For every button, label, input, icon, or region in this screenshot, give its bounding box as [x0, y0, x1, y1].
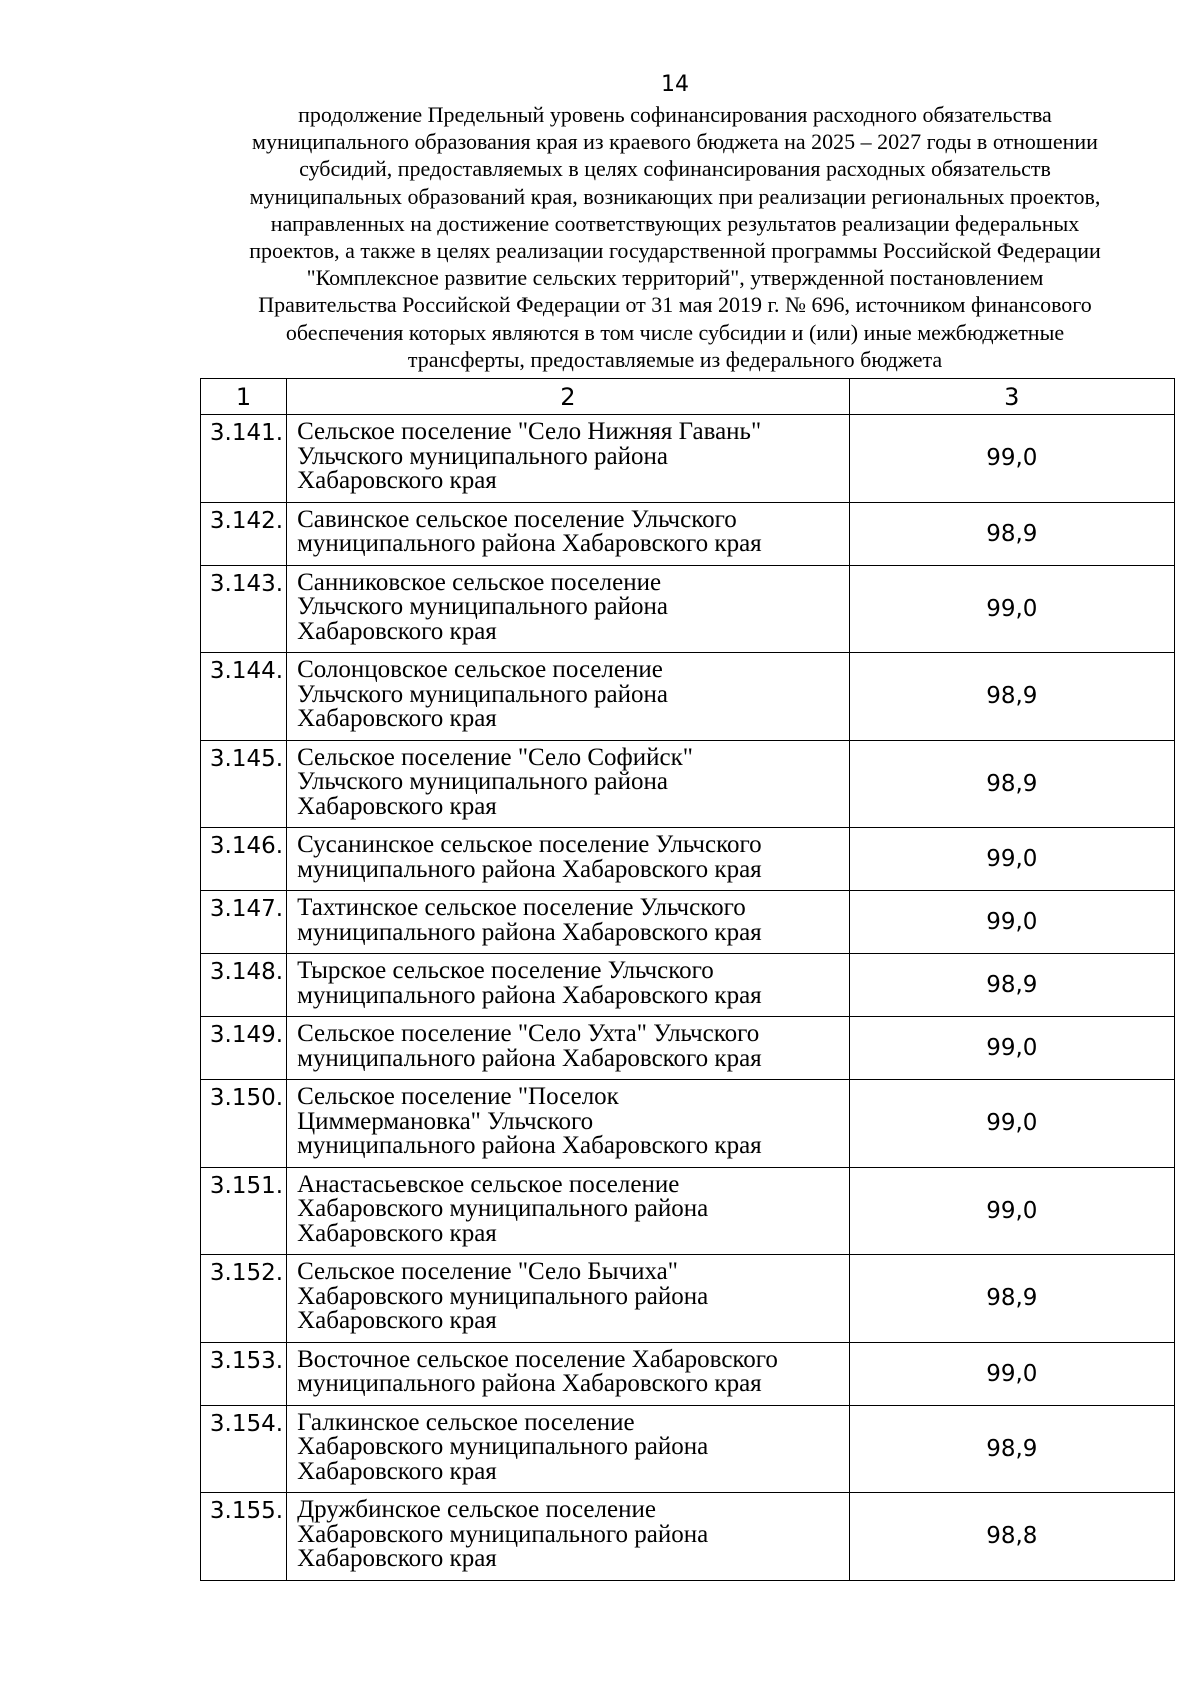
municipality-name-line: Ульчского муниципального района	[297, 593, 668, 620]
municipality-name	[287, 1493, 850, 1581]
municipality-name-line: Сельское поселение "Поселок	[297, 1083, 619, 1110]
municipality-name-line: Хабаровского края	[297, 1457, 497, 1485]
heading-line: обеспечения которых являются в том числе субсидии и (или) иные межбюджетные	[285, 319, 1065, 345]
municipality-name	[287, 740, 850, 828]
municipality-name-line: Хабаровского муниципального района	[297, 1282, 709, 1310]
row-number: 3.151.	[201, 1167, 287, 1255]
cofinancing-table	[200, 378, 1175, 1581]
heading-line: муниципальных образований края, возникающих при реализации региональных проектов,	[249, 183, 1101, 209]
table-row	[201, 740, 1175, 828]
table-row	[201, 1342, 1175, 1405]
table-row	[201, 1493, 1175, 1581]
municipality-name-line: Хабаровского края	[297, 1307, 497, 1334]
cofinancing-level: 98,9	[849, 502, 1174, 565]
municipality-name-line: Восточное сельское поселение Хабаровского	[297, 1345, 778, 1373]
municipality-name-line: Солонцовское сельское поселение	[297, 656, 663, 683]
heading-line: продолжение Предельный уровень софинансирования расходного обязательства	[298, 102, 1052, 127]
heading-line: проектов, а также в целях реализации государственной программы Российской Федерации	[249, 238, 1101, 264]
municipality-name-line: Сельское поселение "Село Бычиха"	[297, 1258, 678, 1285]
municipality-name-line: Циммермановка" Ульчского	[297, 1107, 594, 1135]
column-header-name: 2	[287, 379, 850, 415]
page-number: 14	[661, 72, 689, 97]
row-number: 3.152.	[201, 1255, 287, 1343]
municipality-name	[287, 828, 850, 891]
heading-line: Правительства Российской Федерации от 31 мая 2019 г. № 696, источником финансового	[258, 292, 1092, 318]
table-row	[201, 502, 1175, 565]
table-body	[201, 415, 1175, 1581]
municipality-name-line: муниципального района Хабаровского края	[297, 981, 762, 1009]
cofinancing-level: 99,0	[849, 1017, 1174, 1080]
municipality-name	[287, 891, 850, 954]
table-row	[201, 1017, 1175, 1080]
municipality-name	[287, 1255, 850, 1343]
table-row	[201, 828, 1175, 891]
cofinancing-level: 98,9	[849, 954, 1174, 1017]
row-number: 3.153.	[201, 1342, 287, 1405]
municipality-name	[287, 1167, 850, 1255]
cofinancing-level: 98,8	[849, 1493, 1174, 1581]
document-heading	[190, 101, 1160, 373]
municipality-name-line: Сусанинское сельское поселение Ульчского	[297, 831, 762, 858]
municipality-name-line: Хабаровского муниципального района	[297, 1520, 709, 1548]
cofinancing-level: 99,0	[849, 565, 1174, 653]
heading-line: направленных на достижение соответствующих результатов реализации федеральных	[270, 210, 1080, 236]
municipality-name-line: Анастасьевское сельское поселение	[297, 1170, 680, 1198]
municipality-name-line: Ульчского муниципального района	[297, 442, 668, 470]
row-number: 3.142.	[201, 502, 287, 565]
municipality-name	[287, 954, 850, 1017]
municipality-name-line: Санниковское сельское поселение	[297, 568, 662, 596]
cofinancing-level: 98,9	[849, 1255, 1174, 1343]
municipality-name-line: Хабаровского края	[297, 1545, 497, 1572]
municipality-name-line: Галкинское сельское поселение	[297, 1408, 635, 1436]
table-header-row	[201, 379, 1175, 415]
row-number: 3.141.	[201, 415, 287, 503]
row-number: 3.148.	[201, 954, 287, 1017]
column-header-number: 1	[201, 379, 287, 415]
cofinancing-level: 98,9	[849, 740, 1174, 828]
municipality-name-line: Сельское поселение "Село Софийск"	[297, 743, 693, 771]
municipality-name-line: Хабаровского края	[297, 617, 497, 645]
municipality-name-line: муниципального района Хабаровского края	[297, 1132, 762, 1159]
table-row	[201, 565, 1175, 653]
cofinancing-level: 99,0	[849, 828, 1174, 891]
cofinancing-level: 99,0	[849, 891, 1174, 954]
municipality-name-line: Хабаровского края	[297, 792, 497, 820]
municipality-name	[287, 1080, 850, 1168]
municipality-name-line: муниципального района Хабаровского края	[297, 855, 762, 883]
cofinancing-level: 98,9	[849, 653, 1174, 741]
table-row	[201, 1405, 1175, 1493]
row-number: 3.144.	[201, 653, 287, 741]
row-number: 3.149.	[201, 1017, 287, 1080]
municipality-name-line: Тырское сельское поселение Ульчского	[297, 957, 714, 984]
heading-line: муниципального образования края из краевого бюджета на 2025 – 2027 годы в отношении	[252, 129, 1098, 155]
heading-line: трансферты, предоставляемые из федерального бюджета	[407, 346, 943, 372]
municipality-name-line: Хабаровского муниципального района	[297, 1433, 709, 1460]
row-number: 3.147.	[201, 891, 287, 954]
municipality-name-line: муниципального района Хабаровского края	[297, 1370, 762, 1397]
table-row	[201, 415, 1175, 503]
heading-line: "Комплексное развитие сельских территорий", утвержденной постановлением	[306, 265, 1044, 291]
municipality-name	[287, 1405, 850, 1493]
municipality-name	[287, 653, 850, 741]
municipality-name-line: Тахтинское сельское поселение Ульчского	[297, 894, 746, 921]
row-number: 3.154.	[201, 1405, 287, 1493]
municipality-name-line: Дружбинское сельское поселение	[297, 1496, 656, 1523]
municipality-name-line: Хабаровского края	[297, 705, 497, 732]
municipality-name-line: Ульчского муниципального района	[297, 680, 668, 708]
table-row	[201, 891, 1175, 954]
row-number: 3.155.	[201, 1493, 287, 1581]
municipality-name-line: Хабаровского края	[297, 467, 497, 494]
municipality-name	[287, 565, 850, 653]
municipality-name-line: муниципального района Хабаровского края	[297, 1044, 762, 1072]
municipality-name-line: Хабаровского муниципального района	[297, 1195, 709, 1222]
municipality-name-line: муниципального района Хабаровского края	[297, 918, 762, 946]
municipality-name	[287, 1017, 850, 1080]
cofinancing-level: 99,0	[849, 1167, 1174, 1255]
cofinancing-level: 99,0	[849, 1080, 1174, 1168]
municipality-name	[287, 415, 850, 503]
row-number: 3.145.	[201, 740, 287, 828]
municipality-name	[287, 1342, 850, 1405]
municipality-name	[287, 502, 850, 565]
municipality-name-line: Савинское сельское поселение Ульчского	[297, 505, 737, 533]
row-number: 3.143.	[201, 565, 287, 653]
row-number: 3.150.	[201, 1080, 287, 1168]
municipality-name-line: Сельское поселение "Село Нижняя Гавань"	[297, 418, 762, 445]
heading-line: субсидий, предоставляемых в целях софинансирования расходных обязательств	[299, 156, 1051, 182]
table-row	[201, 1080, 1175, 1168]
row-number: 3.146.	[201, 828, 287, 891]
municipality-name-line: Сельское поселение "Село Ухта" Ульчского	[297, 1020, 760, 1047]
cofinancing-level: 99,0	[849, 415, 1174, 503]
cofinancing-level: 98,9	[849, 1405, 1174, 1493]
table-row	[201, 1167, 1175, 1255]
municipality-name-line: Ульчского муниципального района	[297, 768, 668, 795]
cofinancing-level: 99,0	[849, 1342, 1174, 1405]
municipality-name-line: муниципального района Хабаровского края	[297, 530, 762, 557]
table-row	[201, 653, 1175, 741]
table-row	[201, 954, 1175, 1017]
column-header-value: 3	[849, 379, 1174, 415]
municipality-name-line: Хабаровского края	[297, 1219, 497, 1247]
table-row	[201, 1255, 1175, 1343]
